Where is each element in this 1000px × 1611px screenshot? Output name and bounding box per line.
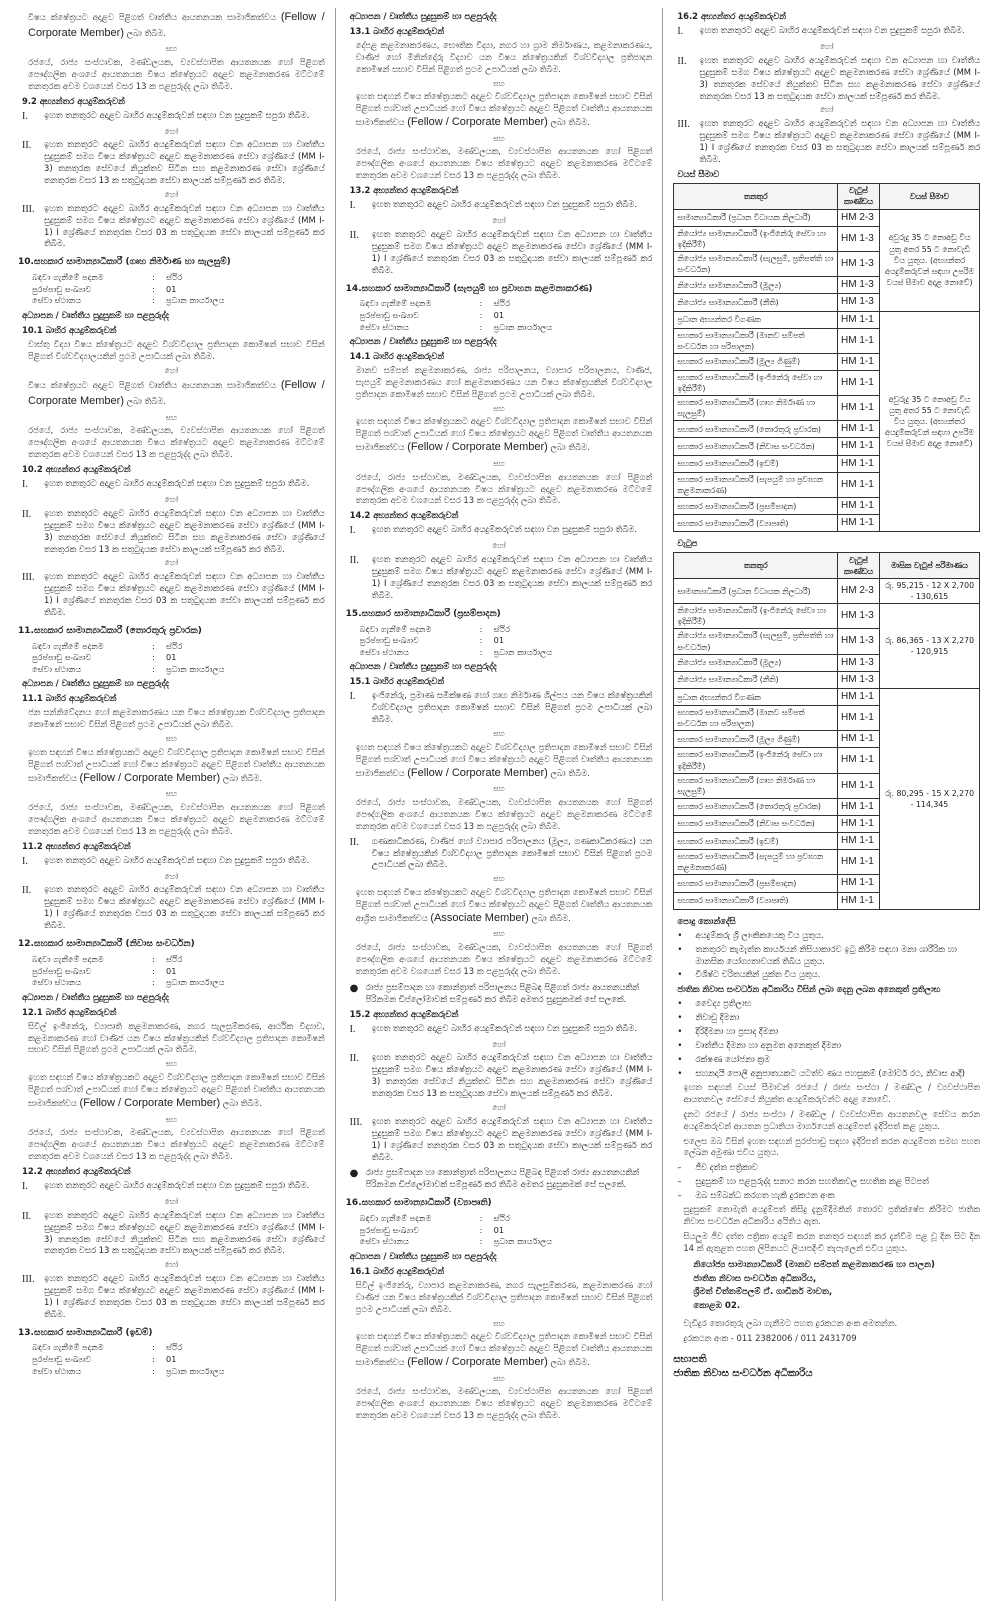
paragraph: රජයේ, රාජ්‍ය සංස්ථාවක, මණ්ඩලයක, ව්‍යවස්ථාපිත ආයතනයක හෝ පිළිගත් පෞද්ගලික අංශයේ ආයතනයක විෂය ක්ෂේත්‍රයට අදාළව කළමනාකරණ මට්ටමේ තනතුරක අවම වශයෙන් වසර 13 ක පළපුරුද්ද ලබා තිබීම. [355,1386,653,1421]
salary-code: HM 1-3 [838,226,880,251]
subsection-title: 13.1 බාහිර අයදුම්කරුවන් [349,25,445,36]
conjunction: සහ [493,874,505,884]
info-row: බඳවා ගැනීමේ පදනම : ස්ථිර [359,1213,511,1224]
paragraph: ඉහත සඳහන් විෂය ක්ෂේත්‍රයකට අදාළව විශ්වවිද්‍යාල ප්‍රතිපාදන කොමිෂන් සභාව විසින් පිළිගත් පශ්චාත් උපාධියක් හෝ විෂය ක්ෂේත්‍රයට අදාළව පිළිගත් වෘත්තීය ආයතනයක සාමාජිකත්වය (Fellow / Corporate Member) ලබා තිබීම. [355,741,653,779]
conjunction: සහ [165,44,177,54]
bullet-icon: • [677,943,683,954]
paragraph: ඉහත සඳහන් විෂය ක්ෂේත්‍රයකට අදාළව විශ්වවිද්‍යාල ප්‍රතිපාදන කොමිෂන් සභාව විසින් පිළිගත් පශ්චාත් උපාධියක් හෝ විෂය ක්ෂේත්‍රයට අදාළව පිළිගත් වෘත්තීය ආයතනයක සාමාජිකත්වය (Fellow / Corporate Member) ලබා තිබීම. [28,1072,325,1109]
conjunction: සහ [493,78,505,88]
table-row [674,579,980,604]
list-item: • විශිෂ්ට චරිතයකින් යුක්ත විය යුතුය. [677,969,821,980]
paragraph: රජයේ, රාජ්‍ය සංස්ථාවක, මණ්ඩලයක, ව්‍යවස්ථාපිත ආයතනයක හෝ පිළිගත් පෞද්ගලික අංශයේ ආයතනයක විෂය ක්ෂේත්‍රයට අදාළව කළමනාකරණ මට්ටමේ තනතුරක අවම වශයෙන් වසර 13 ක පළපුරුද්ද ලබා තිබීම. [28,56,325,91]
salary-scale: රු. 95,215 - 12 X 2,700 - 130,615 [880,579,980,604]
info-row: බඳවා ගැනීමේ පදනම : ස්ථිර [359,298,511,309]
info-row: පුරප්පාඩු සංඛ්‍යාව : 01 [359,635,505,646]
post-name: සාමාන්‍යාධිකාරී (ප්‍රධාන විධායක නිලධාරී) [674,209,838,226]
post-name: සහකාර සාමාන්‍යාධිකාරී (සැපයුම් හා ප්‍රවාහන කළමනාකරණ) [674,472,838,497]
section-title: ජාතික නිවාස සංවර්ධන අධිකාරිය විසින් ලබා දෙනු ලබන අනෙකුත් ප්‍රතිලාභ [677,984,941,995]
salary-table [673,552,980,910]
section-title: 16.සහකාර සාමාන්‍යාධිකාරී (ව්‍යාපෘති) [345,1198,492,1209]
paragraph: ඉහත සඳහන් විෂය ක්ෂේත්‍රයකට අදාළව විශ්වවිද්‍යාල ප්‍රතිපාදන කොමිෂන් සභාව විසින් පිළිගත් පශ්චාත් උපාධියක් හෝ විෂය ක්ෂේත්‍රයට අදාළව පිළිගත් වෘත්තීය ආයතනයක සාමාජිකත්වය (Fellow / Corporate Member) ලබා තිබීම. [28,746,325,784]
paragraph: ඉහත සඳහන් විෂය ක්ෂේත්‍රයකට අදාළව විශ්වවිද්‍යාල ප්‍රතිපාදන කොමිෂන් සභාව විසින් පිළිගත් පශ්චාත් උපාධියක් හෝ විෂය ක්ෂේත්‍රයට අදාළව පිළිගත් වෘත්තීය ආයතනයක සාමාජිකත්වය (Fellow / Corporate Member) ලබා තිබීම. [355,1331,653,1369]
post-name: සහකාර සාමාන්‍යාධිකාරී (නිවාස සංවර්ධන) [674,815,838,832]
signature-title: සභාපති [673,1353,707,1365]
conjunction: සහ [493,133,505,143]
table-row [674,311,980,328]
post-name: සහකාර සාමාන්‍යාධිකාරී (තොරතුරු ප්‍රචාරක) [674,798,838,815]
paragraph: සිවිල් ඉංජිනේරු, ව්‍යාපෘති කළමනාකරණ, නගර සැලසුම්කරණ, ආර්ථික විද්‍යාව, කළමනාකරණ හෝ වාණිජ යන විෂය ක්ෂේත්‍රයකින් විශ්වවිද්‍යාල ප්‍රතිපාදන කොමිෂන් සභාව විසින් පිළිගත් ප්‍රථම උපාධියක් ලබා තිබීම. [28,1020,325,1055]
subsection-title: 13.2 අභ්‍යන්තර අයදුම්කරුවන් [349,185,459,196]
subsection-title: අධ්‍යාපන / වෘත්තීය සුදුසුකම් හා පළපුරුද්ද [22,991,169,1002]
salary-code: HM 1-1 [838,371,880,396]
salary-code: HM 1-1 [838,815,880,832]
post-name: නියෝජ්‍ය සාමාන්‍යාධිකාරී (ඉංජිනේරු සේවා හා ඉදිකිරීම්) [674,604,838,629]
bullet-icon: • [677,1026,683,1037]
subsection-title: 14.1 බාහිර අයදුම්කරුවන් [349,351,445,362]
post-name: සහකාර සාමාන්‍යාධිකාරී (ව්‍යාපෘති) [674,515,838,532]
salary-code: HM 1-1 [838,875,880,892]
conjunction: සහ [493,784,505,794]
post-name: ප්‍රධාන අභ්‍යන්තර විගණක [674,688,838,705]
list-item: I. ඉහත තනතුරට අදාළව බාහිර අයදුම්කරුවන් සඳහා වන සුදුසුකම් සපුරා තිබීම. [677,24,965,37]
post-name: සහකාර සාමාන්‍යාධිකාරී (ඉංජිනේරු සේවා හා ඉදිකිරීම්) [674,371,838,396]
list-item: I. ඉංජිනේරු, ප්‍රමාණ සමීක්ෂණ හෝ ගෘහ නිර්මාණ ශිල්පය යන විෂය ක්ෂේත්‍රයකින් විශ්වවිද්‍යාල ප්‍රතිපාදන කොමිෂන් සභාව විසින් පිළිගත් ප්‍රථම උපාධියක් ලබා තිබීම. [349,690,653,725]
subsection-title: 15.2 අභ්‍යන්තර අයදුම්කරුවන් [349,1008,459,1019]
salary-code: HM 1-1 [838,421,880,438]
post-name: සහකාර සාමාන්‍යාධිකාරී (මූල්‍ය ගිණුම්) [674,353,838,370]
list-item: II. ඉහත තනතුරට අදාළව බාහිර අයදුම්කරුවන් සඳහා වන අධ්‍යාපන හා වෘත්තීය සුදුසුකම් සමග විෂය ක්ෂේත්‍රයට අදාළව කළමනාකරණ සේවා ශ්‍රේණියේ (MM I-3) තනතුරක සේවයේ නියුක්තව සිටින සහ කළමනාකරණ සේවා ශ්‍රේණියේ තනතුරක වසර 13 ක සතුටුදායක සේවා කාලයක් සම්පූර්ණ කර තිබීම. [677,54,981,101]
bullet-icon: • [677,1012,683,1023]
bullet-icon: • [677,1054,683,1065]
address-line: කොළඹ 02. [693,1301,741,1312]
column-header: තනතුර [674,183,838,209]
bullet-icon: ● [349,982,359,994]
bullet-item: ● රාජ්‍ය ප්‍රසම්පාදන හා කොන්ත්‍රාත් පරිපාලනය පිළිබඳ පිළිගත් රාජ්‍ය ආයතනයකින් පිරිනමන ඩිප්ලෝමාවක් සම්පූර්ණ කර තිබීම අමතර සුදුසුකමක් සේ සලකේ. [349,1167,640,1190]
table-row [674,209,980,226]
section-title: 11.සහකාර සාමාන්‍යාධිකාරී (තොරතුරු ප්‍රචාරක) [18,625,202,636]
salary-code: HM 1-1 [838,798,880,815]
list-item: • නිවාඩු දීමනා [677,1012,740,1023]
section-title: 14.සහකාර සාමාන්‍යාධිකාරී (සැපයුම් හා ප්‍රවාහන කළමනාකරණ) [345,283,593,294]
list-item: II. ඉහත තනතුරට අදාළව බාහිර අයදුම්කරුවන් සඳහා වන අධ්‍යාපන හා වෘත්තීය සුදුසුකම් සමග විෂය ක්ෂේත්‍රයට අදාළව කළමනාකරණ සේවා ශ්‍රේණියේ (MM I-3) තනතුරක සේවයේ නියුක්තව සිටින සහ කළමනාකරණ සේවා ශ්‍රේණියේ තනතුරක වසර 13 ක සතුටුදායක සේවා කාලයක් සම්පූර්ණ කර තිබීම. [349,1052,653,1099]
list-item: I. ඉහත තනතුරට අදාළව බාහිර අයදුම්කරුවන් සඳහා වන සුදුසුකම් සපුරා තිබීම. [22,477,310,490]
subsection-title: 10.2 අභ්‍යන්තර අයදුම්කරුවන් [22,464,131,475]
conjunction: සහ [165,412,177,422]
paragraph: රජයේ, රාජ්‍ය සංස්ථාවක, මණ්ඩලයක, ව්‍යවස්ථාපිත ආයතනයක හෝ පිළිගත් පෞද්ගලික අංශයේ ආයතනයක විෂය ක්ෂේත්‍රයට අදාළව කළමනාකරණ මට්ටමේ තනතුරක අවම වශයෙන් වසර 13 ක පළපුරුද්ද ලබා තිබීම. [28,425,325,460]
conjunction: සහ [493,1318,505,1328]
list-item: • වෛද්‍ය ප්‍රතිලාභ [677,998,752,1009]
paragraph: රජයේ, රාජ්‍ය සංස්ථාවක, මණ්ඩලයක, ව්‍යවස්ථාපිත ආයතනයක හෝ පිළිගත් පෞද්ගලික අංශයේ ආයතනයක විෂය ක්ෂේත්‍රයට අදාළව කළමනාකරණ මට්ටමේ තනතුරක අවම වශයෙන් වසර 13 ක පළපුරුද්ද ලබා තිබීම. [355,796,653,831]
salary-code: HM 1-1 [838,688,880,705]
section-title: 12.සහකාර සාමාන්‍යාධිකාරී (නිවාස සංවර්ධන) [18,939,195,950]
salary-code: HM 2-3 [838,579,880,604]
paragraph: දේපළ කළමනාකරණය, භෞතික විද්‍යා, නගර හා ග්‍රාම නිර්මාණය, කළමනාකරණය, වාණිජ හෝ මිනින්දෝරු විද්‍යාව යන විෂය ක්ෂේත්‍රයකින් විශ්වවිද්‍යාල ප්‍රතිපාදන කොමිෂන් සභාව විසින් පිළිගත් ප්‍රථම උපාධියක් ලබා තිබීම. [355,39,653,74]
column-header: මාසික වැටුප් පරිමාණය [880,553,980,579]
paragraph: ඉහත සඳහන් විෂය ක්ෂේත්‍රයකට අදාළව විශ්වවිද්‍යාල ප්‍රතිපාදන කොමිෂන් සභාව විසින් පිළිගත් පශ්චාත් උපාධියක් හෝ විෂය ක්ෂේත්‍රයට අදාළව පිළිගත් වෘත්තීය ආයතනයක ආශ්‍රිත සාමාජිකත්වය (Associate Member) ලබා තිබීම. [355,886,653,924]
salary-code: HM 1-1 [838,396,880,421]
salary-code: HM 1-1 [838,833,880,850]
salary-code: HM 1-3 [838,252,880,277]
paragraph: ඉහත සඳහන් විෂය ක්ෂේත්‍රයකට අදාළව විශ්වවිද්‍යාල ප්‍රතිපාදන කොමිෂන් සභාව විසින් පිළිගත් පශ්චාත් උපාධියක් හෝ විෂය ක්ෂේත්‍රයට අදාළව පිළිගත් වෘත්තීය ආයතනයක සාමාජිකත්වය (Fellow / Corporate Member) ලබා තිබීම. [355,91,653,129]
subsection-title: 14.2 අභ්‍යන්තර අයදුම්කරුවන් [349,510,459,521]
post-name: සහකාර සාමාන්‍යාධිකාරී (තොරතුරු ප්‍රචාරක) [674,421,838,438]
salary-code: HM 1-3 [838,671,880,688]
conjunction: සහ [165,1059,177,1069]
post-name: සහකාර සාමාන්‍යාධිකාරී (ඉඩම්) [674,455,838,472]
column-2 [335,8,663,1601]
table-row [674,604,980,629]
age-limit: අවුරුදු 35 ට නොඅඩු විය යුතු අතර 55 ට නොවැඩි විය යුතුය. (අභ්‍යන්තර අයදුම්කරුවන් සඳහා උපරිම වයස් සීමාව අදාළ නොවේ) [880,311,980,532]
subsection-title: 9.2 අභ්‍යන්තර අයදුම්කරුවන් [22,95,125,106]
post-name: සහකාර සාමාන්‍යාධිකාරී (මානව සම්පත් සංවර්ධන හා පරිපාලන) [674,328,838,353]
table-title: වයස් සීමාව [677,168,720,179]
list-item: – ජීව දත්ත පත්‍රිකාව [677,1162,758,1173]
subsection-title: 15.1 බාහිර අයදුම්කරුවන් [349,676,445,687]
conjunction: සහ [493,729,505,739]
list-item: III. ඉහත තනතුරට අදාළව බාහිර අයදුම්කරුවන් සඳහා වන අධ්‍යාපන හා වෘත්තීය සුදුසුකම් සමග විෂය ක්ෂේත්‍රයට අදාළව කළමනාකරණ සේවා ශ්‍රේණියේ (MM I-1) I ශ්‍රේණියේ තනතුරක වසර 03 ක සතුටුදායක සේවා කාලයක් සම්පූර්ණ කර තිබීම. [22,1272,325,1319]
conjunction: හෝ [492,1103,506,1113]
info-row: පුරප්පාඩු සංඛ්‍යාව : 01 [32,652,177,663]
info-row: පුරප්පාඩු සංඛ්‍යාව : 01 [32,1354,177,1365]
salary-code: HM 1-1 [838,311,880,328]
post-name: සාමාන්‍යාධිකාරී (ප්‍රධාන විධායක නිලධාරී) [674,579,838,604]
conjunction: හෝ [492,1039,506,1049]
paragraph: ඉහත සඳහන් වයස් සීමාවන් රජයේ / රාජ්‍ය සංස්ථා / මණ්ඩල / ව්‍යවස්ථාපිත ආයතනවල සේවයේ නියුක්ත අයදුම්කරුවන්ට අදාළ නොවේ. [683,1081,981,1104]
column-3 [662,8,990,1601]
conjunction: හෝ [819,105,834,115]
list-item: II. ඉහත තනතුරට අදාළව බාහිර අයදුම්කරුවන් සඳහා වන අධ්‍යාපන හා වෘත්තීය සුදුසුකම් සමග විෂය ක්ෂේත්‍රයට අදාළව කළමනාකරණ සේවා ශ්‍රේණියේ (MM I-3) තනතුරක සේවයේ නියුක්තව සිටින සහ කළමනාකරණ සේවා ශ්‍රේණියේ තනතුරක වසර 13 ක සතුටුදායක සේවා කාලයක් සම්පූර්ණ කර තිබීම. [22,507,325,554]
info-row: පුරප්පාඩු සංඛ්‍යාව : 01 [359,1224,505,1235]
list-item: • අයදුම්කරු ශ්‍රී ලාංකිකයෙකු විය යුතුය. [677,929,824,940]
list-item: II. ගණකාධිකරණ, වාණිජ හෝ ව්‍යාපාර පරිපාලනය (මූල්‍ය, ගණකාධිකරණය) යන විෂය ක්ෂේත්‍රයකින් විශ්වවිද්‍යාල ප්‍රතිපාදන කොමිෂන් සභාව විසින් පිළිගත් ප්‍රථම උපාධියක් ලබා තිබීම. [349,835,653,870]
paragraph: රජයේ, රාජ්‍ය සංස්ථාවක, මණ්ඩලයක, ව්‍යවස්ථාපිත ආයතනයක හෝ පිළිගත් පෞද්ගලික අංශයේ ආයතනයක විෂය ක්ෂේත්‍රයට අදාළව කළමනාකරණ මට්ටමේ තනතුරක අවම වශයෙන් වසර 13 ක පළපුරුද්ද ලබා තිබීම. [28,801,325,836]
salary-code: HM 1-1 [838,706,880,731]
info-row: බඳවා ගැනීමේ පදනම : ස්ථිර [32,953,183,964]
conjunction: හෝ [164,558,179,568]
signature-org: ජාතික නිවාස සංවර්ධන අධිකාරිය [673,1367,813,1379]
paragraph: වැඩිදුර තොරතුරු ලබා ගැනීමට පහත දුරකථන අංක අමතන්න. [683,1317,898,1328]
subsection-title: 11.1 බාහිර අයදුම්කරුවන් [22,693,117,704]
salary-code: HM 1-3 [838,604,880,629]
subsection-title: අධ්‍යාපන / වෘත්තීය සුදුසුකම් හා පළපුරුද්ද [22,310,169,321]
conjunction: සහ [493,1373,505,1383]
phone-numbers: දුරකථන අංක - 011 2382006 / 011 2431709 [683,1332,857,1343]
column-1 [8,8,335,1601]
column-header: වයස් සීමාව [880,183,980,209]
subsection-title: අධ්‍යාපන / වෘත්තීය සුදුසුකම් හා පළපුරුද්ද [349,11,497,21]
salary-code: HM 1-1 [838,328,880,353]
info-row: බඳවා ගැනීමේ පදනම : ස්ථිර [359,623,511,634]
salary-code: HM 1-1 [838,455,880,472]
paragraph: රජයේ, රාජ්‍ය සංස්ථාවක, මණ්ඩලයක, ව්‍යවස්ථාපිත ආයතනයක හෝ පිළිගත් පෞද්ගලික අංශයේ ආයතනයක විෂය ක්ෂේත්‍රයට අදාළව කළමනාකරණ මට්ටමේ තනතුරක අවම වශයෙන් වසර 13 ක පළපුරුද්ද ලබා තිබීම. [355,942,653,976]
post-name: සහකාර සාමාන්‍යාධිකාරී (ඉංජිනේරු සේවා හා ඉදිකිරීම්) [674,748,838,773]
paragraph: රජයේ, රාජ්‍ය සංස්ථාවක, මණ්ඩලයක, ව්‍යවස්ථාපිත ආයතනයක හෝ පිළිගත් පෞද්ගලික අංශයේ ආයතනයක විෂය ක්ෂේත්‍රයට අදාළව කළමනාකරණ මට්ටමේ තනතුරක අවම වශයෙන් වසර 13 ක පළපුරුද්ද ලබා තිබීම. [28,1127,325,1161]
list-item: II. ඉහත තනතුරට අදාළව බාහිර අයදුම්කරුවන් සඳහා වන අධ්‍යාපන හා වෘත්තීය සුදුසුකම් සමග විෂය ක්ෂේත්‍රයට අදාළව කළමනාකරණ සේවා ශ්‍රේණියේ (MM I-1) I ශ්‍රේණියේ තනතුරක වසර 03 ක සතුටුදායක සේවා කාලයක් සම්පූර්ණ කර තිබීම. [349,228,653,275]
subsection-title: 12.2 අභ්‍යන්තර අයදුම්කරුවන් [22,1165,131,1176]
info-row: සේවා ස්ථානය : ප්‍රධාන කාර්යාලය [32,977,225,988]
list-item: I. ඉහත තනතුරට අදාළව බාහිර අයදුම්කරුවන් සඳහා වන සුදුසුකම් සපුරා තිබීම. [349,524,637,537]
conjunction: හෝ [164,126,179,136]
post-name: නියෝජ්‍ය සාමාන්‍යාධිකාරී (සැලසුම්, ප්‍රතිපත්ති හා සංවර්ධන) [674,629,838,654]
list-item: I. ඉහත තනතුරට අදාළව බාහිර අයදුම්කරුවන් සඳහා වන සුදුසුකම් සපුරා තිබීම. [22,1179,310,1192]
info-row: බඳවා ගැනීමේ පදනම : ස්ථිර [32,272,183,283]
bullet-item: ● රාජ්‍ය ප්‍රසම්පාදන හා කොන්ත්‍රාත් පරිපාලනය පිළිබඳ පිළිගත් රාජ්‍ය ආයතනයකින් පිරිනමන ඩිප්ලෝමාවක් සම්පූර්ණ කර තිබීම අමතර සුදුසුකමක් සේ සලකේ. [349,981,640,1004]
list-item: III. ඉහත තනතුරට අදාළව බාහිර අයදුම්කරුවන් සඳහා වන අධ්‍යාපන හා වෘත්තීය සුදුසුකම් සමග විෂය ක්ෂේත්‍රයට අදාළව කළමනාකරණ සේවා ශ්‍රේණියේ (MM I-1) I ශ්‍රේණියේ තනතුරක වසර 03 ක සතුටුදායක සේවා කාලයක් සම්පූර්ණ කර තිබීම. [22,202,325,249]
post-name: නියෝජ්‍ය සාමාන්‍යාධිකාරී (මූල්‍ය) [674,654,838,671]
subsection-title: අධ්‍යාපන / වෘත්තීය සුදුසුකම් හා පළපුරුද්ද [22,678,169,689]
salary-code: HM 1-1 [838,773,880,798]
salary-code: HM 1-1 [838,438,880,455]
paragraph: සියලුම ජීව දත්ත පත්‍රිකා අයදුම් කරන තනතුර සඳහන් කර දැන්වීම පළ වූ දින සිට දින 14 ක් ඇතුළත පහත ලිපිනයට ලියාපදිංචි තැපෑලෙන් එවිය යුතුය. [683,1231,981,1253]
info-row: පුරප්පාඩු සංඛ්‍යාව : 01 [32,283,177,294]
section-title: 15.සහකාර සාමාන්‍යාධිකාරී (ප්‍රසම්පාදන) [345,608,501,619]
list-item: I. ඉහත තනතුරට අදාළව බාහිර අයදුම්කරුවන් සඳහා වන සුදුසුකම් සපුරා තිබීම. [22,109,310,122]
conjunction: සහ [493,458,505,468]
list-item: • තනතුරට කැමැත්ත කාර්යයන් නිසියාකාරව ඉටු කිරීම සඳහා මනා ශාරීරික හා මානසික යෝග්‍යතාවයක් තිබිය යුතුය. [677,943,957,966]
list-item: • දිරිදීමනා හා ප්‍රසාද දීමනා [677,1026,779,1037]
info-row: සේවා ස්ථානය : ප්‍රධාන කාර්යාලය [32,295,225,306]
bullet-icon: – [677,1176,682,1187]
paragraph: සුදුසුකම් නොමැති අයදුම්පත් කිසිදු දැනුම්දීමකින් තොරව ප්‍රතික්ෂේප කිරීමට ජාතික නිවාස සංවර්ධන අධිකාරිය අයිතිය ඇත. [683,1204,981,1227]
list-item: II. ඉහත තනතුරට අදාළව බාහිර අයදුම්කරුවන් සඳහා වන අධ්‍යාපන හා වෘත්තීය සුදුසුකම් සමග විෂය ක්ෂේත්‍රයට අදාළව කළමනාකරණ සේවා ශ්‍රේණියේ (MM I-1) I ශ්‍රේණියේ තනතුරක වසර 03 ක සතුටුදායක සේවා කාලයක් සම්පූර්ණ කර තිබීම. [349,554,653,600]
subsection-title: අධ්‍යාපන / වෘත්තීය සුදුසුකම් හා පළපුරුද්ද [349,1250,497,1261]
salary-code: HM 1-1 [838,892,880,909]
paragraph: ජන සන්නිවේදනය හෝ කළමනාකරණය යන විෂය ක්ෂේත්‍රයක විශ්වවිද්‍යාල ප්‍රතිපාදන කොමිෂන් සභාව විසින් පිළිගත් ප්‍රථම උපාධියක් ලබා තිබීම. [28,707,325,730]
paragraph: මානව සම්පත් කළමනාකරණ, රාජ්‍ය පරිපාලනය, ව්‍යාපාර පරිපාලනය, වාණිජ, සැපයුම් කළමනාකරණය හෝ කළමනාකරණය යන විෂය ක්ෂේත්‍රයකින් විශ්වවිද්‍යාල ප්‍රතිපාදන කොමිෂන් සභාව විසින් පිළිගත් ප්‍රථම උපාධියක් ලබා තිබීම. [355,365,653,399]
paragraph: එලෙස ඔබ විසින් ඉහත සඳහන් පුරප්පාඩු සඳහා ඉදිරිපත් කරන අයදුම්පත සමඟ පහත ලේඛන අමුණා එවිය යුතුය. [683,1135,981,1158]
info-row: සේවා ස්ථානය : ප්‍රධාන කාර්යාලය [32,663,225,674]
conjunction: සහ [493,929,505,939]
subsection-title: අධ්‍යාපන / වෘත්තීය සුදුසුකම් හා පළපුරුද්ද [349,336,497,347]
salary-code: HM 2-3 [838,209,880,226]
list-item: • සහනදායී පොලී අනුපාතයකට යටත්ව ණය පහසුකම් (මෝටර් රථ, නිවාස ආදී) [677,1067,965,1078]
paragraph: වාස්තු විද්‍යා විෂය ක්ෂේත්‍රයට අදාළව විශ්වවිද්‍යාල ප්‍රතිපාදන කොමිෂන් සභාව විසින් පිළිගත් විශ්වවිද්‍යාලයකින් ප්‍රථම උපාධියක් ලබා තිබීම. [28,338,325,361]
info-row: බඳවා ගැනීමේ පදනම : ස්ථිර [32,1342,183,1353]
list-item: III. ඉහත තනතුරට අදාළව බාහිර අයදුම්කරුවන් සඳහා වන අධ්‍යාපන හා වෘත්තීය සුදුසුකම් සමග විෂය ක්ෂේත්‍රයට අදාළව කළමනාකරණ සේවා ශ්‍රේණියේ (MM I-1) I ශ්‍රේණියේ තනතුරක වසර 03 ක සතුටුදායක සේවා කාලයක් සම්පූර්ණ කර තිබීම. [349,1115,653,1162]
conjunction: හෝ [164,1197,179,1207]
list-item: II. ඉහත තනතුරට අදාළව බාහිර අයදුම්කරුවන් සඳහා වන අධ්‍යාපන හා වෘත්තීය සුදුසුකම් සමග විෂය ක්ෂේත්‍රයට අදාළව කළමනාකරණ සේවා ශ්‍රේණියේ (MM I-3) තනතුරක සේවයේ නියුක්තව සිටින සහ කළමනාකරණ සේවා ශ්‍රේණියේ තනතුරක වසර 13 ක සතුටුදායක සේවා කාලයක් සම්පූර්ණ කර තිබීම. [22,139,325,186]
salary-scale: රු. 86,365 - 13 X 2,270 - 120,915 [880,604,980,689]
column-header: තනතුර [674,553,838,579]
paragraph: රජයේ, රාජ්‍ය සංස්ථාවක, මණ්ඩලයක, ව්‍යවස්ථාපිත ආයතනයක හෝ පිළිගත් පෞද්ගලික අංශයේ ආයතනයක විෂය ක්ෂේත්‍රයට අදාළව කළමනාකරණ මට්ටමේ තනතුරක අවම වශයෙන් වසර 13 ක පළපුරුද්ද ලබා තිබීම. [355,471,653,506]
salary-code: HM 1-1 [838,731,880,748]
list-item: II. ඉහත තනතුරට අදාළව බාහිර අයදුම්කරුවන් සඳහා වන අධ්‍යාපන හා වෘත්තීය සුදුසුකම් සමග විෂය ක්ෂේත්‍රයට අදාළව කළමනාකරණ සේවා ශ්‍රේණියේ (MM I-3) තනතුරක සේවයේ නියුක්තව සිටින සහ කළමනාකරණ සේවා ශ්‍රේණියේ තනතුරක වසර 13 ක සතුටුදායක සේවා කාලයක් සම්පූර්ණ කර තිබීම. [22,1209,325,1256]
info-row: පුරප්පාඩු සංඛ්‍යාව : 01 [359,309,505,320]
section-title: 10.සහකාර සාමාන්‍යාධිකාරී (ගෘහ නිර්මාණ හා සැලසුම්) [18,257,231,268]
bullet-icon: • [677,998,683,1009]
salary-code: HM 1-3 [838,277,880,294]
list-item: III. ඉහත තනතුරට අදාළව බාහිර අයදුම්කරුවන් සඳහා වන අධ්‍යාපන හා වෘත්තීය සුදුසුකම් සමග විෂය ක්ෂේත්‍රයට අදාළව කළමනාකරණ සේවා ශ්‍රේණියේ (MM I-1) I ශ්‍රේණියේ තනතුරක වසර 03 ක සතුටුදායක සේවා කාලයක් සම්පූර්ණ කර තිබීම. [677,118,981,164]
age-limit: අවුරුදු 35 ට නොඅඩු විය යුතු අතර 55 ට නොවැඩි විය යුතුය. (අභ්‍යන්තර අයදුම්කරුවන් සඳහා උපරිම වයස් සීමාව අදාළ නොවේ) [880,209,980,311]
salary-code: HM 1-1 [838,748,880,773]
info-row: සේවා ස්ථානය : ප්‍රධාන කාර්යාලය [32,1365,225,1376]
post-name: සහකාර සාමාන්‍යාධිකාරී (මූල්‍ය ගිණුම්) [674,731,838,748]
conjunction: සහ [165,789,177,799]
section-title: 13.සහකාර සාමාන්‍යාධිකාරී (ඉඩම්) [18,1327,153,1338]
subsection-title: 16.2 අභ්‍යන්තර අයදුම්කරුවන් [677,11,786,21]
info-row: බඳවා ගැනීමේ පදනම : ස්ථිර [32,640,183,651]
post-name: සහකාර සාමාන්‍යාධිකාරී (ප්‍රසම්පාදන) [674,497,838,514]
subsection-title: 10.1 බාහිර අයදුම්කරුවන් [22,325,117,335]
conjunction: හෝ [819,42,834,52]
paragraph: විෂය ක්ෂේත්‍රයට අදාළව පිළිගත් වෘත්තීය ආයතනයක සාමාජිකත්වය (Fellow / Corporate Member) ලබා තිබීම. [28,379,325,408]
info-row: පුරප්පාඩු සංඛ්‍යාව : 01 [32,965,177,976]
paragraph: දැනට රජයේ / රාජ්‍ය සංස්ථා / මණ්ඩල / ව්‍යවස්ථාපිත ආයතනවල සේවය කරන අයදුම්කරුවන් ආයතන ප්‍රධානියා මාර්ගයෙන් අයදුම්පත් ඉදිරිපත් කළ යුතුය. [683,1108,981,1131]
post-name: ප්‍රධාන අභ්‍යන්තර විගණක [674,311,838,328]
list-item: • රක්ෂණ යෝජනා ක්‍රම [677,1054,771,1065]
list-item: III. ඉහත තනතුරට අදාළව බාහිර අයදුම්කරුවන් සඳහා වන අධ්‍යාපන හා වෘත්තීය සුදුසුකම් සමග විෂය ක්ෂේත්‍රයට අදාළව කළමනාකරණ සේවා ශ්‍රේණියේ (MM I-1) I ශ්‍රේණියේ තනතුරක වසර 03 ක සතුටුදායක සේවා කාලයක් සම්පූර්ණ කර තිබීම. [22,571,325,617]
salary-code: HM 1-1 [838,515,880,532]
conjunction: හෝ [164,365,179,375]
post-name: නියෝජ්‍ය සාමාන්‍යාධිකාරී (නීති) [674,294,838,311]
table-title: වැටුප [677,538,698,549]
salary-scale: රු. 80,295 - 15 X 2,270 - 114,345 [880,688,980,909]
post-name: සහකාර සාමාන්‍යාධිකාරී (නිවාස සංවර්ධන) [674,438,838,455]
salary-code: HM 1-1 [838,472,880,497]
post-name: සහකාර සාමාන්‍යාධිකාරී (සැපයුම් හා ප්‍රවාහන කළමනාකරණ) [674,850,838,875]
list-item: • වෘත්තීය දීමනා හා අනුමත අනෙකුත් දීමනා [677,1040,842,1051]
address-line: නියෝජ්‍ය සාමාන්‍යාධිකාරී (මානව සම්පත් කළමනාකරණ හා පාලන) [693,1259,935,1270]
salary-code: HM 1-1 [838,353,880,370]
conjunction: හෝ [164,495,179,505]
post-name: නියෝජ්‍ය සාමාන්‍යාධිකාරී (නීති) [674,671,838,688]
conjunction: හෝ [492,216,506,226]
paragraph: සිවිල් ඉංජිනේරු, ව්‍යාපාර කළමනාකරණ, නගර සැලසුම්කරණ, කළමනාකරණ හෝ වාණිජ යන විෂය ක්ෂේත්‍රයකින් විශ්වවිද්‍යාල ප්‍රතිපාදන කොමිෂන් සභාව විසින් පිළිගත් ප්‍රථම උපාධියක් ලබා තිබීම. [355,1279,653,1314]
conjunction: හෝ [164,1260,179,1270]
bullet-icon: • [677,1040,683,1051]
column-header: වැටුප් කාණ්ඩය [838,183,880,209]
salary-code: HM 1-3 [838,294,880,311]
salary-code: HM 1-1 [838,497,880,514]
post-name: නියෝජ්‍ය සාමාන්‍යාධිකාරී (ඉංජිනේරු සේවා හා ඉදිකිරීම්) [674,226,838,251]
paragraph: විෂය ක්ෂේත්‍රයට අදාළව පිළිගත් වෘත්තීය ආයතනයක සාමාජිකත්වය (Fellow / Corporate Member) ලබා තිබීම. [28,11,325,39]
conjunction: හෝ [164,190,179,200]
paragraph: රජයේ, රාජ්‍ය සංස්ථාවක, මණ්ඩලයක, ව්‍යවස්ථාපිත ආයතනයක හෝ පිළිගත් පෞද්ගලික අංශයේ ආයතනයක විෂය ක්ෂේත්‍රයට අදාළව කළමනාකරණ මට්ටමේ තනතුරක අවම වශයෙන් වසර 13 ක පළපුරුද්ද ලබා තිබීම. [355,146,653,181]
post-name: සහකාර සාමාන්‍යාධිකාරී (ව්‍යාපෘති) [674,892,838,909]
subsection-title: 12.1 බාහිර අයදුම්කරුවන් [22,1006,117,1017]
post-name: සහකාර සාමාන්‍යාධිකාරී (මානව සම්පත් සංවර්ධන හා පරිපාලන) [674,706,838,731]
conjunction: සහ [493,403,505,413]
list-item: I. ඉහත තනතුරට අදාළව බාහිර අයදුම්කරුවන් සඳහා වන සුදුසුකම් සපුරා තිබීම. [349,1022,637,1035]
bullet-icon: • [677,929,683,940]
info-row: සේවා ස්ථානය : ප්‍රධාන කාර්යාලය [359,646,553,657]
info-row: සේවා ස්ථානය : ප්‍රධාන කාර්යාලය [359,321,553,332]
subsection-title: අධ්‍යාපන / වෘත්තීය සුදුසුකම් හා පළපුරුද්ද [349,661,497,672]
bullet-icon: – [677,1162,682,1173]
list-item: I. ඉහත තනතුරට අදාළව බාහිර අයදුම්කරුවන් සඳහා වන සුදුසුකම් සපුරා තිබීම. [22,854,310,867]
list-item: II. ඉහත තනතුරට අදාළව බාහිර අයදුම්කරුවන් සඳහා වන අධ්‍යාපන හා වෘත්තීය සුදුසුකම් සමග විෂය ක්ෂේත්‍රයට අදාළව කළමනාකරණ සේවා ශ්‍රේණියේ (MM I-1) I ශ්‍රේණියේ තනතුරක වසර 03 ක සතුටුදායක සේවා කාලයක් සම්පූර්ණ කර තිබීම. [22,884,325,931]
bullet-icon: – [677,1190,682,1201]
conjunction: හෝ [164,871,179,881]
post-name: සහකාර සාමාන්‍යාධිකාරී (ගෘහ නිර්මාණ හා සැලසුම්) [674,773,838,798]
table-row [674,688,980,705]
bullet-icon: ● [349,1168,359,1180]
post-name: සහකාර සාමාන්‍යාධිකාරී (ප්‍රසම්පාදන) [674,875,838,892]
post-name: සහකාර සාමාන්‍යාධිකාරී (ඉඩම්) [674,833,838,850]
subsection-title: 11.2 අභ්‍යන්තර අයදුම්කරුවන් [22,840,131,851]
bullet-icon: • [677,969,683,980]
conjunction: හෝ [492,541,506,551]
list-item: – සුදුසුකම් හා පළපුරුද්ද සනාථ කරන සහතිකවල සහතික කළ පිටපත් [677,1176,929,1187]
list-item: I. ඉහත තනතුරට අදාළව බාහිර අයදුම්කරුවන් සඳහා වන සුදුසුකම් සපුරා තිබීම. [349,199,637,212]
post-name: සහකාර සාමාන්‍යාධිකාරී (ගෘහ නිර්මාණ හා සැලසුම්) [674,396,838,421]
list-item: – ඔබ සම්බන්ධ කරගත හැකි දුරකථන අංක [677,1190,835,1201]
salary-code: HM 1-1 [838,850,880,875]
subsection-title: 16.1 බාහිර අයදුම්කරුවන් [349,1265,445,1276]
column-header: වැටුප් කාණ්ඩය [838,553,880,579]
address-line: ශ්‍රීමත් චිත්තම්පලම් ඒ. ගාඩිනර් මාවත, [693,1287,833,1298]
info-row: සේවා ස්ථානය : ප්‍රධාන කාර්යාලය [359,1236,553,1247]
post-name: නියෝජ්‍ය සාමාන්‍යාධිකාරී (සැලසුම්, ප්‍රතිපත්ති හා සංවර්ධන) [674,252,838,277]
conjunction: සහ [165,734,177,744]
address-block [693,1259,980,1314]
salary-code: HM 1-3 [838,654,880,671]
paragraph: ඉහත සඳහන් විෂය ක්ෂේත්‍රයකට අදාළව විශ්වවිද්‍යාල ප්‍රතිපාදන කොමිෂන් සභාව විසින් පිළිගත් පශ්චාත් උපාධියක් හෝ විෂය ක්ෂේත්‍රයට අදාළව පිළිගත් වෘත්තීය ආයතනයක සාමාජිකත්වය (Fellow / Corporate Member) ලබා තිබීම. [355,416,653,454]
conjunction: සහ [165,1114,177,1124]
address-line: ජාතික නිවාස සංවර්ධන අධිකාරිය, [693,1273,817,1284]
post-name: නියෝජ්‍ය සාමාන්‍යාධිකාරී (මූල්‍ය) [674,277,838,294]
section-title: පොදු කොන්දේසි [677,915,736,926]
age-limit-table [673,183,980,533]
salary-code: HM 1-3 [838,629,880,654]
bullet-icon: • [677,1067,683,1078]
